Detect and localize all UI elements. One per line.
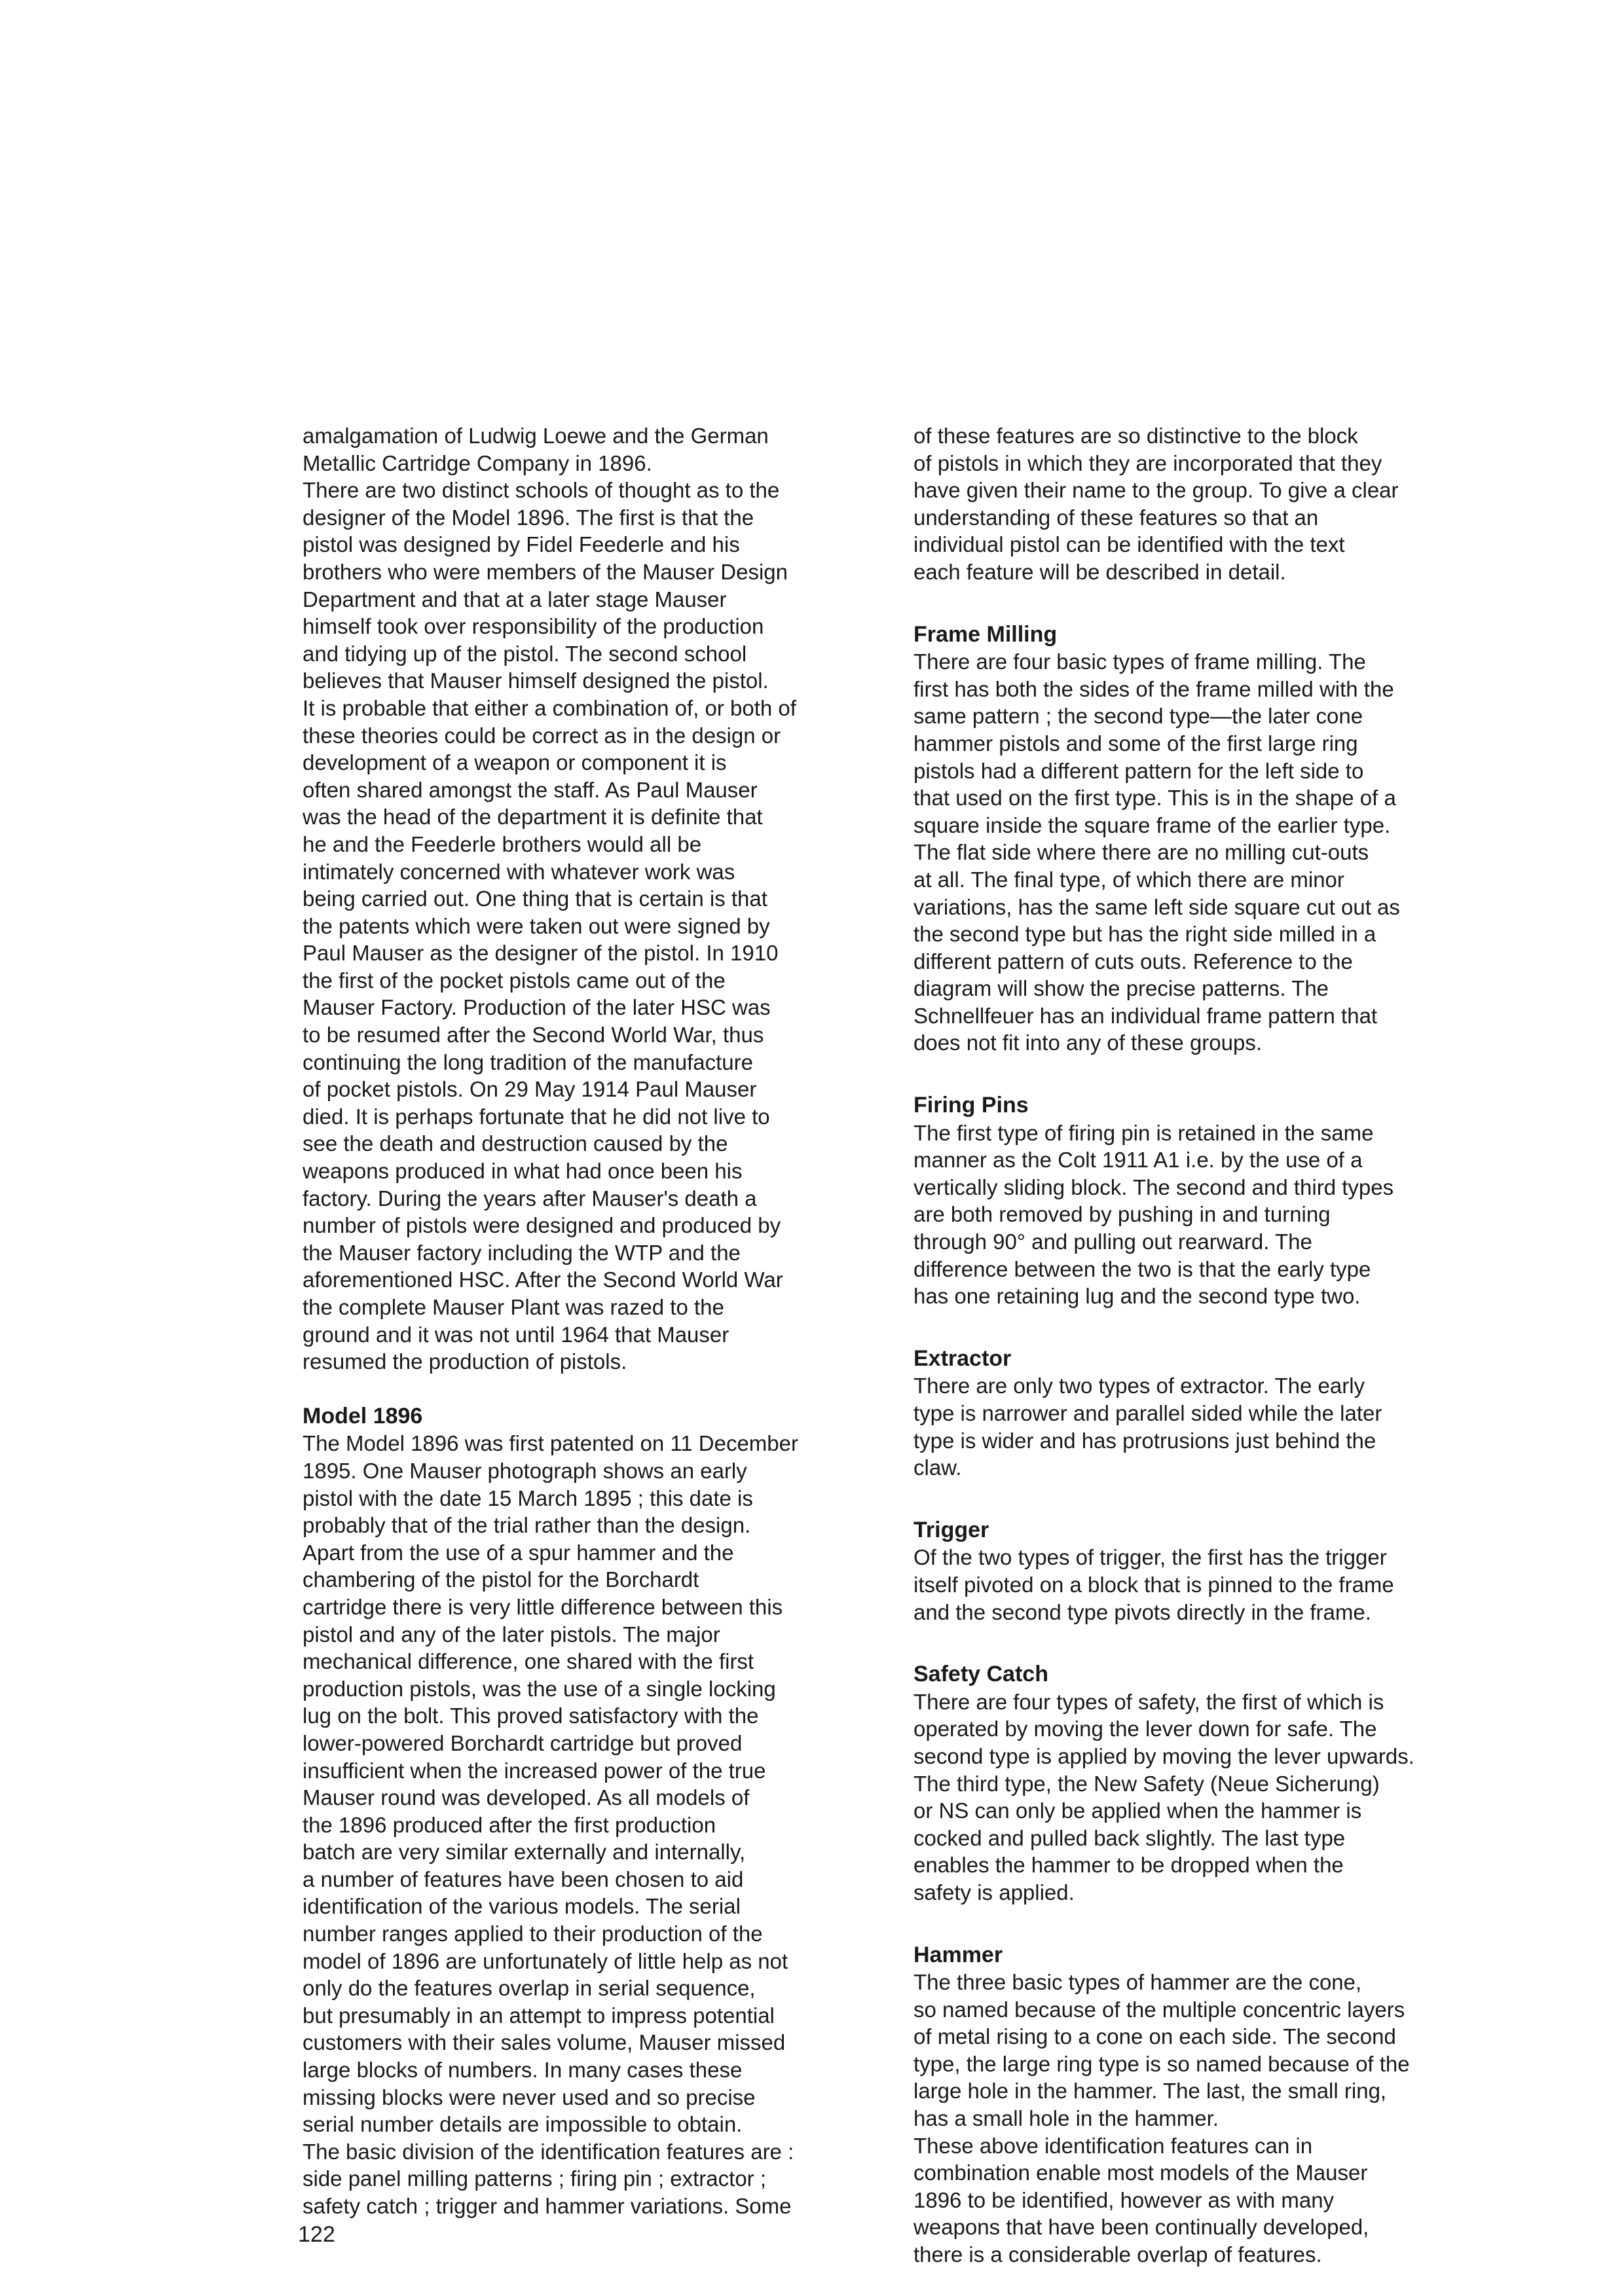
body-paragraph-frame-milling: There are four basic types of frame milling. The first has both the sides of the frame milled with the same pattern ; the second type—the later cone hammer pistols and some of the first large ring pistols had a different pattern for the left side to that used on the first type. This is in the shape of a square inside the square frame of the earlier type. The flat side where there are no milling cut-outs at all. The final type, of which there are minor variations, has the same left side square cut out as the second type but has the right side milled in a different pattern of cuts outs. Reference to the diagram will show the precise patterns. The Schnellfeuer has an individual frame pattern that does not fit into any of these groups. <box>913 649 1400 1055</box>
body-paragraph-hammer: The three basic types of hammer are the cone, so named because of the multiple concentric layers of metal rising to a cone on each side. The second type, the large ring type is so named because of the large hole in the hammer. The last, the small ring, has a small hole in the hammer. These above identification features can in combination enable most models of the Mauser 1896 to be identified, however as with many weapons that have been continually developed, there is a considerable overlap of features. <box>913 1970 1410 2267</box>
body-paragraph-model-1896: The Model 1896 was first patented on 11 December 1895. One Mauser photograph shows an early pistol with the date 15 March 1895 ; this date is probably that of the trial rather than the design. Apart from the use of a spur hammer and the chambering of the pistol for the Borchardt cartridge there is very little difference between this pistol and any of the later pistols. The major mechanical difference, one shared with the first production pistols, was the use of a single locking lug on the bolt. This proved satisfactory with the lower-powered Borchardt cartridge but proved insufficient when the increased power of the true Mauser round was developed. As all models of the 1896 produced after the first production batch are very similar externally and internally, a number of features have been chosen to aid identification of the various models. The serial number ranges applied to their production of the model of 1896 are unfortunately of little help as not only do the features overlap in serial sequence, but presumably in an attempt to impress potential customers with their sales volume, Mauser missed large blocks of numbers. In many cases these missing blocks were never used and so precise serial number details are impossible to obtain. The basic division of the identification features are : side panel milling patterns ; firing pin ; extractor ; safety catch ; trigger and hammer variations. Some <box>303 1431 798 2218</box>
heading-model-1896: Model 1896 <box>303 1403 423 1429</box>
right-column <box>913 422 1490 2269</box>
body-paragraph-history: amalgamation of Ludwig Loewe and the German Metallic Cartridge Company in 1896. There are two distinct schools of thought as to the designer of the Model 1896. The first is that the pistol was designed by Fidel Feederle and his brothers who were members of the Mauser Design Department and that at a later stage Mauser himself took over responsibility of the production and tidying up of the pistol. The second school believes that Mauser himself designed the pistol. It is probable that either a combination of, or both of these theories could be correct as in the design or development of a weapon or component it is often shared amongst the staff. As Paul Mauser was the head of the department it is definite that he and the Feederle brothers would all be intimately concerned with whatever work was being carried out. One thing that is certain is that the patents which were taken out were signed by Paul Mauser as the designer of the pistol. In 1910 the first of the pocket pistols came out of the Mauser Factory. Production of the later HSC was to be resumed after the Second World War, thus continuing the long tradition of the manufacture of pocket pistols. On 29 May 1914 Paul Mauser died. It is perhaps fortunate that he did not live to see the death and destruction caused by the weapons produced in what had once been his factory. During the years after Mauser's death a number of pistols were designed and produced by the Mauser factory including the WTP and the aforementioned HSC. After the Second World War the complete Mauser Plant was razed to the ground and it was not until 1964 that Mauser resumed the production of pistols. <box>303 424 796 1374</box>
heading-trigger: Trigger <box>913 1517 989 1542</box>
page-number: 122 <box>298 2222 335 2247</box>
heading-extractor: Extractor <box>913 1345 1012 1371</box>
body-paragraph-trigger: Of the two types of trigger, the first has the trigger itself pivoted on a block that is pinned to the frame and the second type pivots directly in the frame. <box>913 1545 1394 1624</box>
body-paragraph-safety-catch: There are four types of safety, the first of which is operated by moving the lever down for safe. The second type is applied by moving the lever upwards. The third type, the New Safety (Neue Sicherung) or NS can only be applied when the hammer is cocked and pulled back slightly. The last type enables the hammer to be dropped when the safety is applied. <box>913 1689 1414 1904</box>
body-paragraph-extractor: There are only two types of extractor. The early type is narrower and parallel sided while the later type is wider and has protrusions just behind the claw. <box>913 1374 1382 1480</box>
heading-hammer: Hammer <box>913 1942 1003 1967</box>
heading-firing-pins: Firing Pins <box>913 1093 1029 1118</box>
left-column <box>303 422 872 2220</box>
body-paragraph-features-intro: of these features are so distinctive to the block of pistols in which they are incorporated that they have given their name to the group. To give a clear understanding of these features so that an individual pistol can be identified with the text each feature will be described in detail. <box>913 424 1399 584</box>
heading-safety-catch: Safety Catch <box>913 1662 1048 1687</box>
body-paragraph-firing-pins: The first type of firing pin is retained in the same manner as the Colt 1911 A1 i.e. by the use of a vertically sliding block. The second and third types are both removed by pushing in and turning through 90° and pulling out rearward. The difference between the two is that the early type has one retaining lug and the second type two. <box>913 1120 1394 1309</box>
heading-frame-milling: Frame Milling <box>913 621 1058 647</box>
